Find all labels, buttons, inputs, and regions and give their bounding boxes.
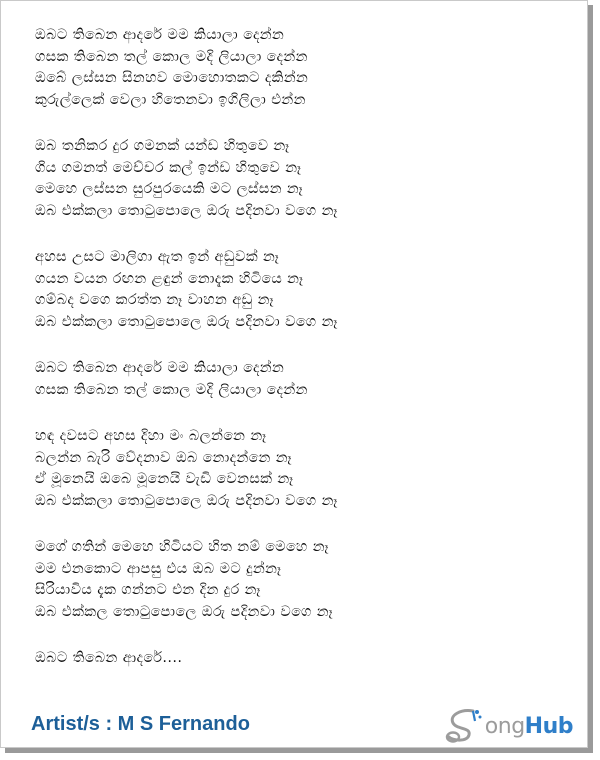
lyric-line: ගසක තිබෙන තල් කොල මදි ලියාලා දෙන්න: [35, 48, 308, 65]
stanza: [35, 136, 575, 222]
lyric-line: මම එනකොට ආපසු එය ඔබ මට දුන්නෑ: [35, 560, 282, 577]
stanza: [35, 358, 575, 401]
lyric-line: ඔබ එක්කලා තොටුපොලෙ ඔරු පදිනවා වගෙ නෑ: [35, 202, 338, 219]
artist-credit: Artist/s : M S Fernando: [31, 713, 250, 735]
lyric-line: ගයන වයන රඟන ළඳුන් නොදැක හිටියෙ නෑ: [35, 270, 304, 287]
lyric-line: ඔබ තනිකර දුර ගමනක් යන්ඩ හිතුවෙ නෑ: [35, 138, 290, 154]
lyric-line: ගිය ගමනත් මෙච්චර කල් ඉන්ඩ හිතුවෙ නෑ: [35, 159, 302, 176]
lyrics-body: [35, 25, 575, 695]
lyric-line: කුරුල්ලෙක් වෙලා හිතෙනවා ඉගිලිලා එන්න: [35, 91, 306, 108]
logo-text-song: ong: [484, 713, 525, 739]
lyric-line: ඒ මූනෙයි ඔබෙ මූනෙයි වැඩි වෙනසක් නෑ: [35, 471, 294, 487]
lyric-line: මෙහෙ ලස්සන සුරපුරයෙකි මට ලස්සන නෑ: [35, 181, 304, 197]
lyric-line: ඔබට තිබෙන ආදරේ මම කියාලා දෙන්න: [35, 360, 285, 376]
stanza: [35, 648, 575, 670]
stanza: [35, 426, 575, 512]
lyric-line: ගම්බද වගෙ කරත්ත නෑ වාහන අඩු නෑ: [35, 292, 274, 308]
music-note-s-icon: [443, 707, 483, 745]
lyric-line: ඔබේ ලස්සන සිනහව මොහොතකට දකින්න: [35, 70, 309, 86]
logo-text: [485, 714, 573, 739]
lyric-line: මගේ ගතින් මෙහෙ හිටියට හිත නම් මෙහෙ නෑ: [35, 539, 329, 555]
logo-text-hub: Hub: [524, 713, 573, 739]
songhub-logo: [443, 707, 573, 745]
stanza: [35, 25, 575, 111]
lyric-line: ඔබ එක්කල තොටුපොලෙ ඔරු පදිනවා වගෙ නෑ: [35, 603, 334, 620]
lyric-line: ඔබ එක්කලා තොටුපොලෙ ඔරු පදිනවා වගෙ නෑ: [35, 492, 338, 509]
stanza: [35, 537, 575, 623]
lyric-line: බලන්න බැරි වේදනාව ඔබ නොදන්නෙ නෑ: [35, 449, 292, 466]
lyric-line: අහස උසට මාලිගා ඇත ඉන් අඩුවක් නෑ: [35, 249, 280, 265]
lyric-line: ඔබට තිබෙන ආදරේ....: [35, 650, 183, 666]
stanza: [35, 247, 575, 333]
lyric-line: සිරියාවිය දැක ගන්නට එන දින දුර නෑ: [35, 582, 261, 598]
footer: [1, 707, 587, 747]
lyric-line: හඳ දවසට අහස දිහා මං බලන්නෙ නෑ: [35, 428, 267, 444]
lyric-line: ඔබ එක්කලා තොටුපොලෙ ඔරු පදිනවා වගෙ නෑ: [35, 313, 338, 330]
lyric-line: ඔබට තිබෙන ආදරේ මම කියාලා දෙන්න: [35, 27, 285, 43]
lyric-line: ගසක තිබෙන තල් කොල මදි ලියාලා දෙන්න: [35, 381, 308, 398]
